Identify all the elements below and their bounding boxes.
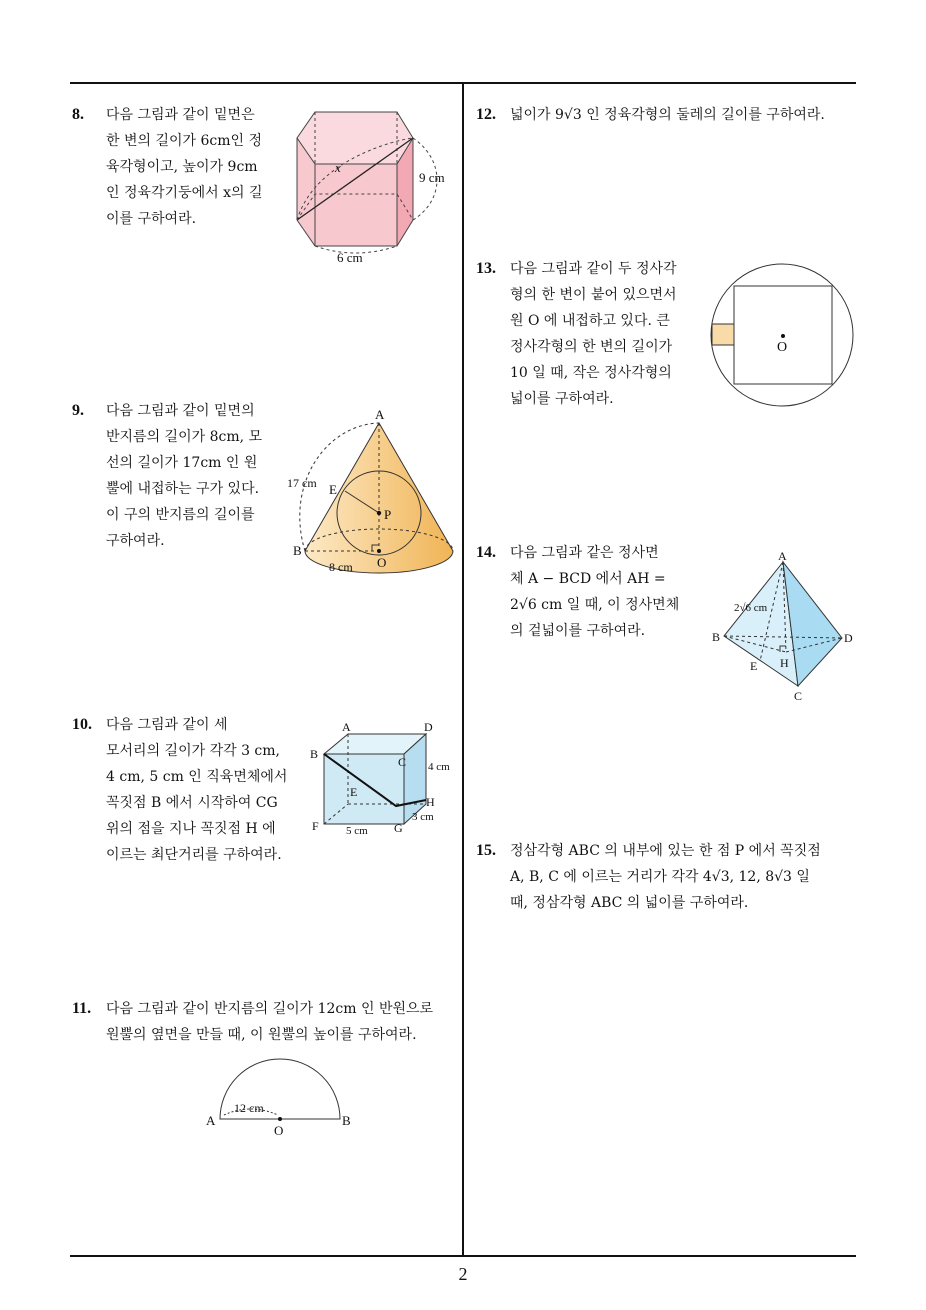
- base-label: 6 cm: [337, 250, 363, 265]
- center-o-label: O: [274, 1123, 284, 1138]
- center-o-label: O: [377, 555, 387, 570]
- vertex-f-label: F: [312, 819, 319, 833]
- vertex-g-label: G: [394, 821, 403, 835]
- edge-5cm-label: 5 cm: [346, 825, 368, 837]
- edge-4cm-label: 4 cm: [428, 761, 450, 773]
- cone-sphere-figure: [285, 405, 455, 580]
- problem-number: 11.: [72, 1000, 92, 1017]
- vertex-e-label: E: [350, 785, 358, 799]
- problem-number: 9.: [72, 402, 84, 419]
- problem-text: 다음 그림과 같이 세 모서리의 길이가 각각 3 cm, 4 cm, 5 cm 인 직육면체에서 꼭짓점 B 에서 시작하여 CG 위의 점을 지나 꼭짓점 H 에 이르는 최단거리를 구하여라.: [106, 717, 288, 863]
- tetrahedron-figure: [708, 546, 858, 706]
- point-e-label: E: [750, 659, 758, 673]
- point-b-label: B: [293, 543, 302, 558]
- point-h-label: H: [780, 656, 789, 670]
- vertex-a-label: A: [342, 720, 351, 734]
- problem-text: 다음 그림과 같이 밑면은 한 변의 길이가 6cm인 정 육각형이고, 높이가 9cm 인 정육각기둥에서 x의 길 이를 구하여라.: [106, 107, 263, 227]
- radius-label: 12 cm: [234, 1101, 264, 1115]
- problem-text: 다음 그림과 같이 반지름의 길이가 12cm 인 반원으로 원뿔의 옆면을 만들 때, 이 원뿔의 높이를 구하여라.: [106, 1001, 434, 1043]
- point-b-label: B: [342, 1113, 351, 1128]
- problem-text: 넓이가 9√3 인 정육각형의 둘레의 길이를 구하여라.: [510, 107, 825, 123]
- problem-text: 정삼각형 ABC 의 내부에 있는 한 점 P 에서 꼭짓점 A, B, C 에 이르는 거리가 각각 4√3, 12, 8√3 일 때, 정삼각형 ABC 의 넓이를 구하여라.: [510, 843, 821, 911]
- problem-number: 13.: [476, 260, 496, 277]
- problem-text: 다음 그림과 같이 밑면의 반지름의 길이가 8cm, 모 선의 길이가 17cm 인 원 뿔에 내접하는 구가 있다. 이 구의 반지름의 길이를 구하여라.: [106, 403, 263, 549]
- vertex-c-label: C: [794, 689, 803, 703]
- vertex-d-label: D: [844, 631, 853, 645]
- vertex-a-label: A: [778, 549, 787, 563]
- column-divider: [462, 82, 464, 1256]
- vertex-b-label: B: [712, 630, 721, 644]
- problem-number: 8.: [72, 106, 84, 123]
- center-p-label: P: [384, 507, 392, 522]
- height-label: 9 cm: [419, 170, 445, 185]
- vertex-a-label: A: [375, 407, 385, 422]
- point-e-label: E: [329, 482, 337, 497]
- problem-number: 14.: [476, 544, 496, 561]
- problem-number: 15.: [476, 842, 496, 859]
- slant-label: 17 cm: [287, 476, 317, 490]
- problem-number: 12.: [476, 106, 496, 123]
- radius-label: 8 cm: [329, 560, 353, 574]
- circle-squares-figure: [706, 262, 856, 412]
- bottom-rule: [70, 1255, 856, 1257]
- cuboid-figure: [308, 720, 458, 840]
- page-number: 2: [458, 1264, 468, 1284]
- problem-text: 다음 그림과 같이 두 정사각 형의 한 변이 붙어 있으면서 원 O 에 내접하고 있다. 큰 정사각형의 한 변의 길이가 10 일 때, 작은 정사각형의 넓이를 구하여라.: [510, 261, 677, 407]
- problem-text: 다음 그림과 같은 정사면 체 A − BCD 에서 AH = 2√6 cm 일 때, 이 정사면체 의 겉넓이를 구하여라.: [510, 545, 680, 639]
- height-label: 2√6 cm: [734, 602, 768, 614]
- hexagonal-prism-figure: [285, 100, 455, 270]
- vertex-c-label: C: [398, 755, 407, 769]
- vertex-d-label: D: [424, 720, 433, 734]
- center-o-label: O: [777, 340, 788, 355]
- semicircle-figure: [200, 1055, 360, 1140]
- problem-number: 10.: [72, 716, 92, 733]
- edge-3cm-label: 3 cm: [412, 811, 434, 823]
- point-a-label: A: [206, 1113, 216, 1128]
- vertex-h-label: H: [426, 795, 435, 809]
- x-label: x: [335, 160, 341, 175]
- vertex-b-label: B: [310, 747, 319, 761]
